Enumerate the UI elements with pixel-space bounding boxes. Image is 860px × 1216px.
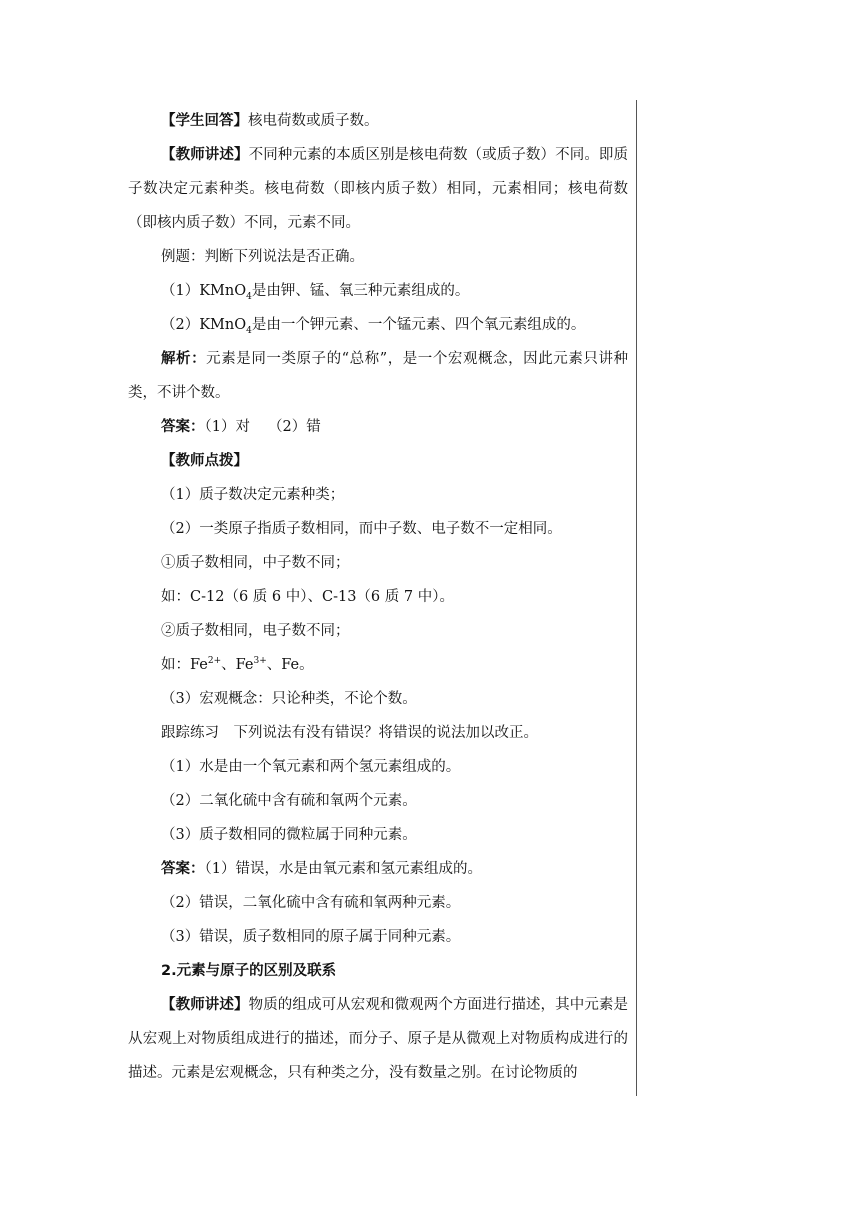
fe-pre: 如：Fe (161, 657, 208, 673)
answer-line-1 (128, 410, 628, 444)
label-student-answer: 【学生回答】 (161, 113, 248, 129)
fe-mid: 、Fe (221, 657, 254, 673)
teacher-tip-title: 【教师点拨】 (161, 453, 248, 469)
answer-line-2 (128, 852, 628, 886)
practice-question: （1）水是由一个氧元素和两个氢元素组成的。 (161, 759, 461, 775)
question-1 (128, 274, 628, 308)
practice-answer-1: （1）错误，水是由氧元素和氢元素组成的。 (204, 861, 482, 877)
q1-subscript: 4 (246, 291, 252, 302)
fe-charge-3: 3+ (253, 656, 267, 667)
tip-line: ①质子数相同，中子数不同； (161, 555, 350, 571)
tip-line: 如：C-12（6 质 6 中）、C-13（6 质 7 中）。 (161, 589, 454, 605)
q2-part-b: 是由一个钾元素、一个锰元素、四个氧元素组成的。 (251, 317, 586, 333)
tip-line: （2）一类原子指质子数相同，而中子数、电子数不一定相同。 (161, 521, 562, 537)
fe-post: 、Fe。 (266, 657, 314, 673)
tip-line: （1）质子数决定元素种类； (161, 487, 345, 503)
practice-question: （2）二氧化硫中含有硫和氧两个元素。 (161, 793, 417, 809)
tip-line: ②质子数相同，电子数不同； (161, 623, 350, 639)
q1-part-a: （1）KMnO (161, 283, 247, 299)
question-2 (128, 308, 628, 342)
fe-ion-line (128, 648, 628, 682)
teacher-talk-text: 不同种元素的本质区别是核电荷数（或质子数）不同。即质子数决定元素种类。核电荷数（即核内质子数）相同，元素相同；核电荷数（即核内质子数）不同，元素不同。 (128, 147, 629, 231)
label-teacher-talk: 【教师讲述】 (161, 147, 249, 163)
analysis-text: 元素是同一类原子的“总称”，是一个宏观概念，因此元素只讲种类，不讲个数。 (128, 351, 629, 401)
practice-answer: （3）错误，质子数相同的原子属于同种元素。 (161, 929, 461, 945)
analysis-paragraph (128, 342, 628, 410)
lesson-content (128, 104, 628, 1090)
student-answer-paragraph (128, 104, 628, 138)
answer-2: （2）错 (267, 419, 321, 435)
practice-line: 跟踪练习 下列说法有没有错误？将错误的说法加以改正。 (161, 725, 538, 741)
fe-charge-2: 2+ (207, 656, 222, 667)
q2-part-a: （2）KMnO (161, 317, 247, 333)
q1-part-b: 是由钾、锰、氧三种元素组成的。 (251, 283, 470, 299)
tip-line-3: （3）宏观概念：只论种类，不论个数。 (161, 691, 417, 707)
q2-subscript: 4 (246, 325, 252, 336)
margin-rule (636, 100, 637, 1096)
answer-1: （1）对 (204, 419, 250, 435)
label-answer: 答案： (161, 419, 205, 435)
teacher-talk-text-2: 物质的组成可从宏观和微观两个方面进行描述，其中元素是从宏观上对物质组成进行的描述，而分子、原子是从微观上对物质构成进行的描述。元素是宏观概念，只有种类之分，没有数量之别。在讨论物质的 (128, 997, 629, 1081)
student-answer-text: 核电荷数或质子数。 (248, 113, 379, 129)
teacher-talk-paragraph-2 (128, 988, 628, 1090)
practice-question: （3）质子数相同的微粒属于同种元素。 (161, 827, 417, 843)
label-answer-2: 答案： (161, 861, 205, 877)
teacher-talk-paragraph (128, 138, 628, 240)
practice-answer: （2）错误，二氧化硫中含有硫和氧两种元素。 (161, 895, 461, 911)
example-line: 例题：判断下列说法是否正确。 (161, 249, 364, 265)
label-teacher-talk-2: 【教师讲述】 (161, 997, 249, 1013)
section-heading: 2.元素与原子的区别及联系 (161, 963, 337, 979)
label-analysis: 解析： (161, 351, 207, 367)
